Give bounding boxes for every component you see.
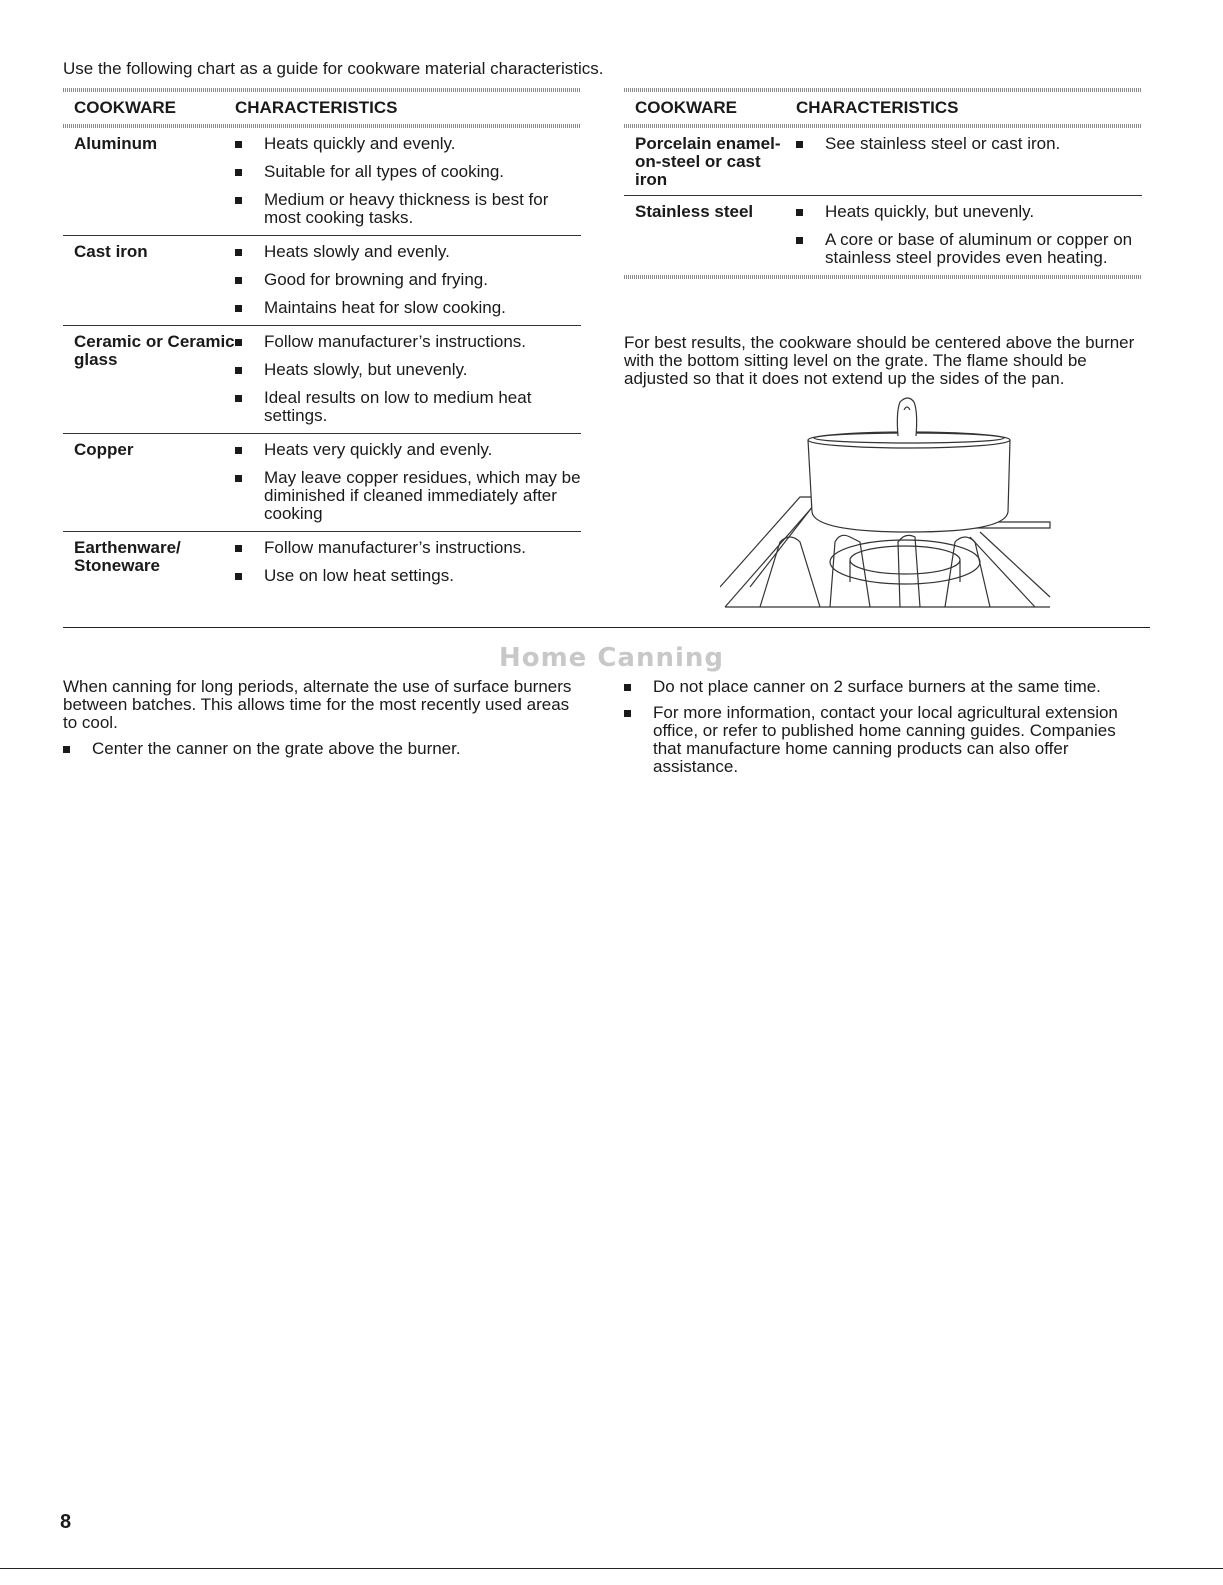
table-row [624, 196, 1142, 275]
section-divider [63, 627, 1150, 628]
header-characteristics: CHARACTERISTICS [796, 98, 959, 117]
bullet-icon [235, 447, 242, 454]
cookware-name: Copper [74, 440, 134, 459]
cookware-name: Aluminum [74, 134, 158, 153]
best-results-text: For best results, the cookware should be centered above the burner with the bottom sitting level on the grate. The flame should be adjusted so that it does not extend up the sides of the pan. [624, 333, 1135, 388]
bullet-icon [235, 277, 242, 284]
list-item [235, 271, 581, 289]
table-row [63, 236, 581, 326]
list-item [235, 191, 581, 227]
table-body [63, 128, 581, 593]
bullet-icon [235, 169, 242, 176]
bullet-text: Center the canner on the grate above the burner. [92, 739, 461, 758]
characteristic-text: May leave copper residues, which may be diminished if cleaned immediately after cooking [264, 468, 581, 523]
list-item [235, 567, 581, 585]
characteristics-list [235, 441, 581, 525]
list-item [235, 441, 581, 459]
page-number: 8 [60, 1511, 72, 1533]
cookware-name: Stainless steel [635, 202, 754, 221]
canning-right-column [624, 678, 1144, 784]
table-row [63, 128, 581, 236]
bullet-icon [235, 141, 242, 148]
canning-left-bullets [63, 740, 583, 758]
characteristic-text: Maintains heat for slow cooking. [264, 298, 506, 317]
cookware-name: Ceramic or Ceramic glass [74, 332, 235, 369]
table-body [624, 128, 1142, 275]
characteristic-text: Heats quickly, but unevenly. [825, 202, 1035, 221]
table-header [63, 92, 581, 124]
characteristics-list [235, 333, 581, 427]
bullet-icon [235, 249, 242, 256]
header-cookware: COOKWARE [74, 98, 176, 117]
bullet-icon [235, 339, 242, 346]
table-row [63, 434, 581, 532]
list-item [235, 135, 581, 153]
list-item [796, 203, 1142, 221]
list-item [235, 243, 581, 261]
list-item [235, 539, 581, 557]
canning-right-bullets [624, 678, 1144, 776]
intro-text: Use the following chart as a guide for cookware material characteristics. [63, 59, 604, 78]
list-item [235, 389, 581, 425]
header-cookware: COOKWARE [635, 98, 737, 117]
table-row [63, 326, 581, 434]
bullet-icon [796, 237, 803, 244]
characteristic-text: A core or base of aluminum or copper on stainless steel provides even heating. [825, 230, 1133, 267]
list-item [235, 299, 581, 317]
list-item [235, 163, 581, 181]
list-item [235, 333, 581, 351]
cookware-name: Porcelain enamel-on-steel or cast iron [635, 134, 781, 189]
section-title: Home Canning [498, 643, 725, 673]
table-row [624, 128, 1142, 196]
bullet-icon [235, 305, 242, 312]
bullet-icon [796, 141, 803, 148]
table-bottom-rule [624, 275, 1142, 279]
bullet-icon [624, 710, 631, 717]
characteristic-text: Follow manufacturer’s instructions. [264, 538, 527, 557]
bullet-icon [235, 197, 242, 204]
bullet-icon [235, 475, 242, 482]
characteristic-text: Heats slowly, but unevenly. [264, 360, 468, 379]
characteristic-text: Heats very quickly and evenly. [264, 440, 493, 459]
cookware-table-left [63, 88, 581, 593]
canning-intro-text: When canning for long periods, alternate the use of surface burners between batches. This allows time for the most recently used areas to cool. [63, 677, 572, 732]
bullet-text: Do not place canner on 2 surface burners at the same time. [653, 677, 1101, 696]
bullet-text: For more information, contact your local agricultural extension office, or refer to published home canning guides. Companies that manufacture home canning products can also offer assistance. [653, 703, 1118, 776]
characteristic-text: Medium or heavy thickness is best for most cooking tasks. [264, 190, 549, 227]
characteristic-text: Good for browning and frying. [264, 270, 488, 289]
list-item [624, 704, 1144, 776]
list-item [624, 678, 1144, 696]
table-header [624, 92, 1142, 124]
bullet-icon [235, 367, 242, 374]
bullet-icon [235, 395, 242, 402]
characteristics-list [796, 135, 1142, 189]
characteristic-text: Ideal results on low to medium heat settings. [264, 388, 532, 425]
header-characteristics: CHARACTERISTICS [235, 98, 398, 117]
characteristics-list [235, 135, 581, 229]
list-item [796, 231, 1142, 267]
page-bottom-rule [0, 1568, 1223, 1569]
bullet-icon [796, 209, 803, 216]
characteristic-text: See stainless steel or cast iron. [825, 134, 1061, 153]
cookware-table-right [624, 88, 1142, 279]
pot-on-burner-illustration [720, 392, 1060, 614]
characteristic-text: Follow manufacturer’s instructions. [264, 332, 527, 351]
characteristics-list [796, 203, 1142, 269]
list-item [63, 740, 583, 758]
characteristic-text: Use on low heat settings. [264, 566, 454, 585]
list-item [235, 469, 581, 523]
cookware-name: Cast iron [74, 242, 148, 261]
table-row [63, 532, 581, 593]
characteristic-text: Heats quickly and evenly. [264, 134, 456, 153]
characteristics-list [235, 539, 581, 587]
list-item [796, 135, 1142, 153]
cookware-name: Earthenware/ Stoneware [74, 538, 181, 575]
list-item [235, 361, 581, 379]
bullet-icon [235, 573, 242, 580]
characteristic-text: Heats slowly and evenly. [264, 242, 450, 261]
bullet-icon [624, 684, 631, 691]
bullet-icon [235, 545, 242, 552]
canning-left-column [63, 678, 583, 766]
bullet-icon [63, 746, 70, 753]
characteristics-list [235, 243, 581, 319]
characteristic-text: Suitable for all types of cooking. [264, 162, 505, 181]
